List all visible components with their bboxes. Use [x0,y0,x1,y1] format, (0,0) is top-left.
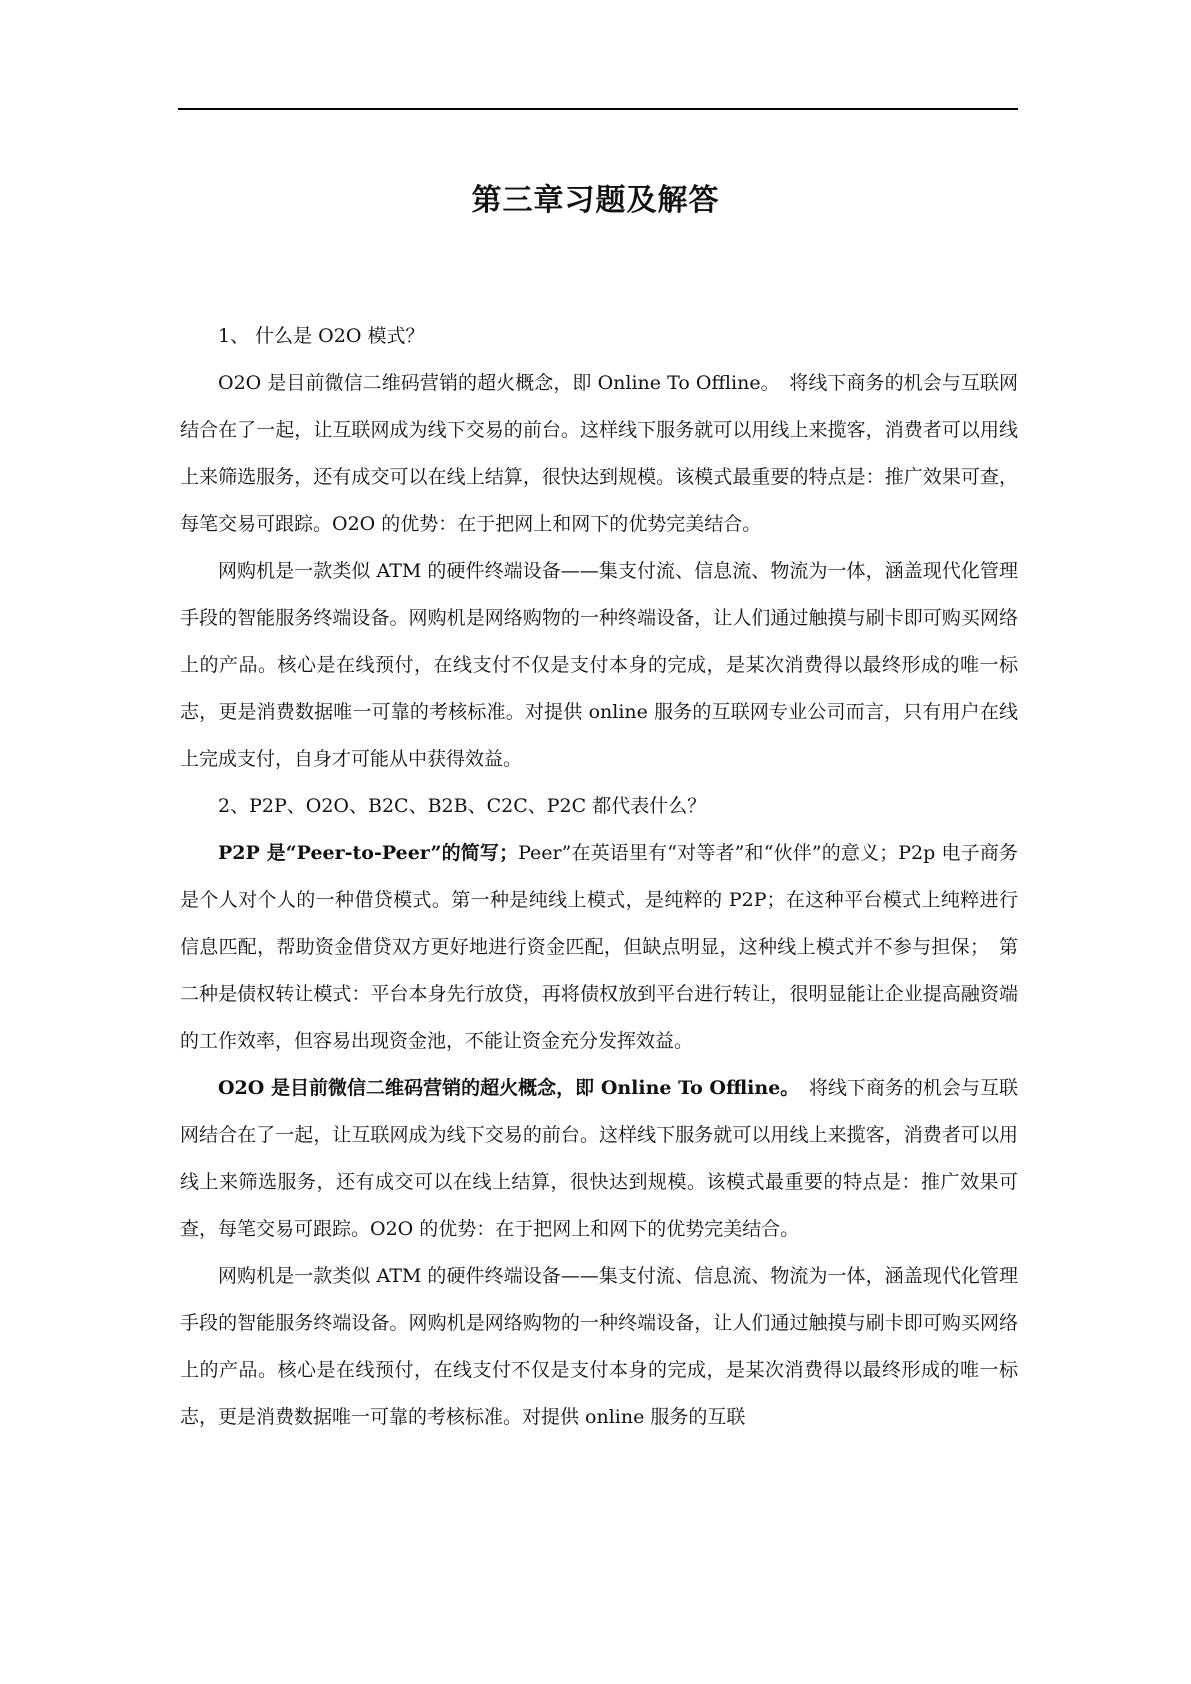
p2p-body: Peer”在英语里有“对等者”和“伙伴”的意义；P2p 电子商务是个人对个人的一种借贷模式。第一种是纯线上模式，是纯粹的 P2P；在这种平台模式上纯粹进行信息匹配，帮助资金借贷双方更好地进行资金匹配，但缺点明显，这种线上模式并不参与担保； 第二种是债权转让模式：平台本身先行放贷，再将债权放到平台进行转让，很明显能让企业提高融资端的工作效率，但容易出现资金池，不能让资金充分发挥效益。 [180,842,1018,1052]
q1-answer-paragraph-2: 网购机是一款类似 ATM 的硬件终端设备——集支付流、信息流、物流为一体，涵盖现代化管理手段的智能服务终端设备。网购机是网络购物的一种终端设备，让人们通过触摸与刷卡即可购买网络上的产品。核心是在线预付，在线支付不仅是支付本身的完成，是某次消费得以最终形成的唯一标志，更是消费数据唯一可靠的考核标准。对提供 online 服务的互联网专业公司而言，只有用户在线上完成支付，自身才可能从中获得效益。 [180,560,1018,770]
o2o-body: 将线下商务的机会与互联网结合在了一起，让互联网成为线下交易的前台。这样线下服务就可以用线上来揽客，消费者可以用线上来筛选服务，还有成交可以在线上结算，很快达到规模。该模式最重要的特点是：推广效果可查，每笔交易可跟踪。O2O 的优势：在于把网上和网下的优势完美结合。 [180,1077,1018,1240]
online-machine-paragraph: 网购机是一款类似 ATM 的硬件终端设备——集支付流、信息流、物流为一体，涵盖现代化管理手段的智能服务终端设备。网购机是网络购物的一种终端设备，让人们通过触摸与刷卡即可购买网络上的产品。核心是在线预付，在线支付不仅是支付本身的完成，是某次消费得以最终形成的唯一标志，更是消费数据唯一可靠的考核标准。对提供 online 服务的互联 [180,1265,1018,1428]
page-title: 第三章习题及解答 [471,183,720,218]
p2p-heading: P2P 是“Peer-to-Peer”的简写； [218,842,519,864]
question-1: 1、 什么是 O2O 模式？ [218,325,425,347]
q1-answer-paragraph-1: O2O 是目前微信二维码营销的超火概念，即 Online To Offline。 将线下商务的机会与互联网结合在了一起，让互联网成为线下交易的前台。这样线下服务就可以用线上来揽客，消费者可以用线上来筛选服务，还有成交可以在线上结算，很快达到规模。该模式最重要的特点是：推广效果可查，每笔交易可跟踪。O2O 的优势：在于把网上和网下的优势完美结合。 [180,372,1018,535]
o2o-heading: O2O 是目前微信二维码营销的超火概念，即 Online To Offline。 [218,1077,790,1099]
question-2: 2、P2P、O2O、B2C、B2B、C2C、P2C 都代表什么？ [218,795,707,817]
p2p-paragraph [180,830,1018,1065]
document-body [180,313,1018,1441]
o2o-paragraph [180,1065,1018,1253]
header-rule [178,108,1018,110]
